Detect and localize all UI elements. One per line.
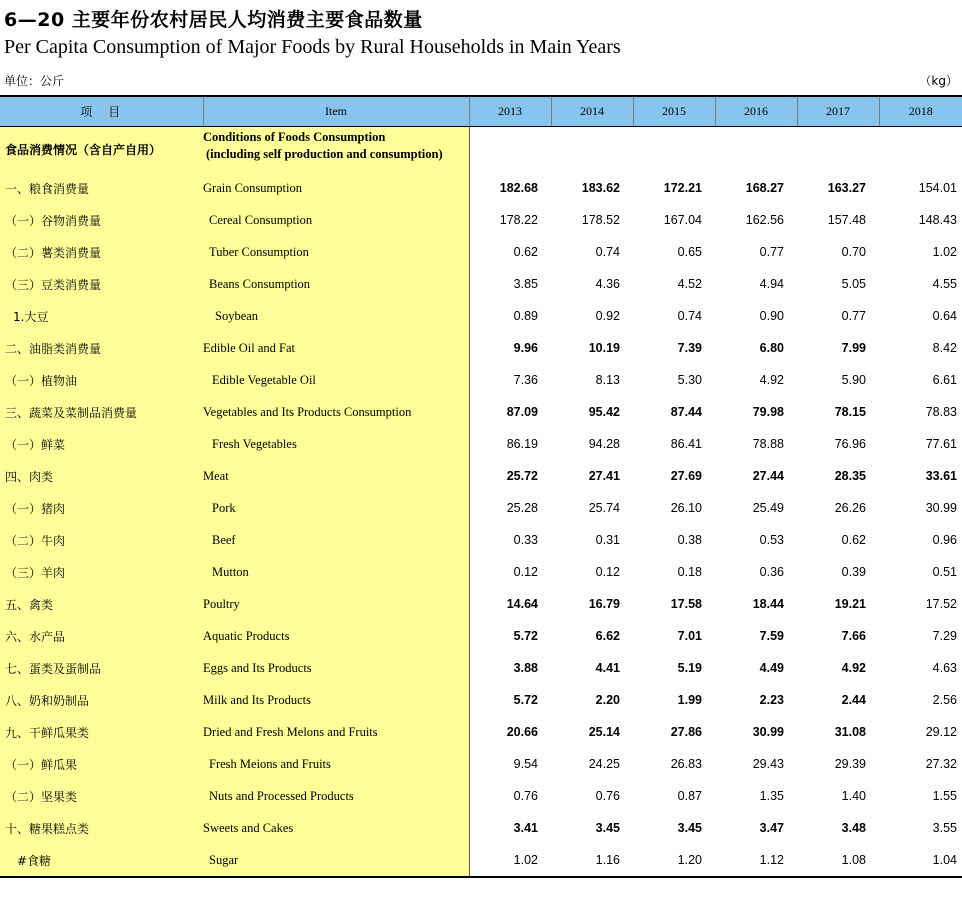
row-label-en: Nuts and Processed Products xyxy=(203,780,469,812)
value-cell: 0.77 xyxy=(759,245,784,259)
value-cell: 9.96 xyxy=(513,341,538,355)
value-cell: 3.45 xyxy=(595,821,620,835)
value-cell: 178.52 xyxy=(581,213,620,227)
value-cell: 4.41 xyxy=(595,661,620,675)
value-cell: 26.10 xyxy=(670,501,702,515)
value-cell: 78.15 xyxy=(834,405,866,419)
value-cell: 4.49 xyxy=(759,661,784,675)
row-label-cn: 九、干鲜瓜果类 xyxy=(0,716,203,748)
value-cell: 30.99 xyxy=(925,501,957,515)
value-cell: 94.28 xyxy=(588,437,620,451)
row-label-cn: （一）鲜瓜果 xyxy=(0,748,203,780)
row-label-cn: （一）猪肉 xyxy=(0,492,203,524)
table-row xyxy=(0,300,962,332)
value-cell: 4.63 xyxy=(932,661,957,675)
value-cell: 0.53 xyxy=(759,533,784,547)
table-row xyxy=(0,748,962,780)
value-cell: 8.13 xyxy=(595,373,620,387)
value-cell: 20.66 xyxy=(506,725,538,739)
value-cell: 17.58 xyxy=(670,597,702,611)
value-cell: 2.44 xyxy=(841,693,866,707)
value-cell: 29.12 xyxy=(925,725,957,739)
page-title-cn: 6—20 主要年份农村居民人均消费主要食品数量 xyxy=(4,9,423,31)
value-cell: 10.19 xyxy=(588,341,620,355)
value-cell: 0.92 xyxy=(595,309,620,323)
row-label-en: Cereal Consumption xyxy=(203,204,469,236)
row-label-cn: （二）牛肉 xyxy=(0,524,203,556)
row-label-cn: 八、奶和奶制品 xyxy=(0,684,203,716)
value-cell: 3.48 xyxy=(841,821,866,835)
value-cell: 2.56 xyxy=(932,693,957,707)
value-cell: 1.02 xyxy=(932,245,957,259)
value-cell: 1.35 xyxy=(759,789,784,803)
value-cell: 30.99 xyxy=(752,725,784,739)
row-label-cn: （二）坚果类 xyxy=(0,780,203,812)
row-label-cn: 一、粮食消费量 xyxy=(0,172,203,204)
table-row xyxy=(0,396,962,428)
value-cell: 0.76 xyxy=(595,789,620,803)
row-label-cn: （三）豆类消费量 xyxy=(0,268,203,300)
row-label-cn: #食糖 xyxy=(0,844,203,877)
table-row xyxy=(0,364,962,396)
value-cell: 1.55 xyxy=(932,789,957,803)
value-cell: 9.54 xyxy=(513,757,538,771)
value-cell: 3.55 xyxy=(932,821,957,835)
table-row xyxy=(0,236,962,268)
value-cell: 0.96 xyxy=(932,533,957,547)
value-cell: 0.39 xyxy=(841,565,866,579)
value-cell: 27.32 xyxy=(925,757,957,771)
value-cell: 4.52 xyxy=(677,277,702,291)
value-cell: 0.62 xyxy=(513,245,538,259)
value-cell: 0.36 xyxy=(759,565,784,579)
value-cell: 0.70 xyxy=(841,245,866,259)
group-header-en-line1: Conditions of Foods Consumption xyxy=(203,130,386,144)
value-cell: 27.41 xyxy=(588,469,620,483)
value-cell: 1.08 xyxy=(797,844,879,877)
value-cell: 0.87 xyxy=(677,789,702,803)
group-header-cn: 食品消费情况（含自产自用） xyxy=(0,127,203,173)
value-cell: 76.96 xyxy=(834,437,866,451)
value-cell: 3.88 xyxy=(513,661,538,675)
value-cell: 5.90 xyxy=(841,373,866,387)
value-cell: 7.36 xyxy=(513,373,538,387)
value-cell: 3.45 xyxy=(677,821,702,835)
value-cell: 7.66 xyxy=(841,629,866,643)
table-row xyxy=(0,204,962,236)
table-row xyxy=(0,780,962,812)
value-cell: 5.30 xyxy=(677,373,702,387)
row-label-en: Vegetables and Its Products Consumption xyxy=(203,396,469,428)
table-row xyxy=(0,556,962,588)
value-cell: 7.59 xyxy=(759,629,784,643)
row-label-cn: （一）谷物消费量 xyxy=(0,204,203,236)
group-header-en-line2: (including self production and consumption) xyxy=(206,147,443,161)
table-row xyxy=(0,460,962,492)
value-cell: 1.02 xyxy=(469,844,551,877)
header-year: 2014 xyxy=(551,96,633,127)
table-row xyxy=(0,812,962,844)
value-cell: 0.12 xyxy=(595,565,620,579)
table-row xyxy=(0,428,962,460)
header-year: 2015 xyxy=(633,96,715,127)
header-year: 2017 xyxy=(797,96,879,127)
value-cell: 4.92 xyxy=(841,661,866,675)
value-cell: 87.44 xyxy=(670,405,702,419)
row-label-en: Grain Consumption xyxy=(203,172,469,204)
value-cell: 1.20 xyxy=(633,844,715,877)
table-row xyxy=(0,588,962,620)
row-label-en: Sweets and Cakes xyxy=(203,812,469,844)
header-year: 2016 xyxy=(715,96,797,127)
value-cell: 25.49 xyxy=(752,501,784,515)
value-cell: 14.64 xyxy=(506,597,538,611)
value-cell: 163.27 xyxy=(827,181,866,195)
unit-label-en: （kg） xyxy=(919,74,958,88)
value-cell: 1.12 xyxy=(715,844,797,877)
value-cell: 0.33 xyxy=(513,533,538,547)
value-cell: 0.74 xyxy=(677,309,702,323)
value-cell: 25.28 xyxy=(506,501,538,515)
value-cell: 183.62 xyxy=(581,181,620,195)
value-cell: 6.62 xyxy=(595,629,620,643)
value-cell: 4.36 xyxy=(595,277,620,291)
table-row xyxy=(0,268,962,300)
value-cell: 3.85 xyxy=(513,277,538,291)
value-cell: 27.44 xyxy=(752,469,784,483)
value-cell: 7.01 xyxy=(677,629,702,643)
row-label-cn: 1.大豆 xyxy=(0,300,203,332)
value-cell: 172.21 xyxy=(663,181,702,195)
value-cell: 77.61 xyxy=(925,437,957,451)
value-cell: 25.14 xyxy=(588,725,620,739)
value-cell: 25.72 xyxy=(506,469,538,483)
row-label-cn: （一）鲜菜 xyxy=(0,428,203,460)
row-label-en: Fresh Vegetables xyxy=(203,428,469,460)
row-label-en: Edible Oil and Fat xyxy=(203,332,469,364)
group-header-en xyxy=(203,127,469,173)
value-cell: 24.25 xyxy=(588,757,620,771)
value-cell: 28.35 xyxy=(834,469,866,483)
table-row xyxy=(0,684,962,716)
value-cell: 78.83 xyxy=(925,405,957,419)
value-cell: 0.31 xyxy=(595,533,620,547)
value-cell: 1.40 xyxy=(841,789,866,803)
row-label-en: Tuber Consumption xyxy=(203,236,469,268)
unit-label-cn: 单位：公斤 xyxy=(4,74,65,88)
value-cell: 4.94 xyxy=(759,277,784,291)
row-label-cn: （三）羊肉 xyxy=(0,556,203,588)
value-cell: 0.65 xyxy=(677,245,702,259)
value-cell: 0.89 xyxy=(513,309,538,323)
row-label-en: Aquatic Products xyxy=(203,620,469,652)
row-label-en: Poultry xyxy=(203,588,469,620)
value-cell: 8.42 xyxy=(932,341,957,355)
row-label-en: Dried and Fresh Melons and Fruits xyxy=(203,716,469,748)
value-cell: 26.83 xyxy=(670,757,702,771)
value-cell: 3.47 xyxy=(759,821,784,835)
value-cell: 5.72 xyxy=(513,629,538,643)
value-cell: 4.92 xyxy=(759,373,784,387)
table-row xyxy=(0,332,962,364)
value-cell: 0.18 xyxy=(677,565,702,579)
row-label-en: Edible Vegetable Oil xyxy=(203,364,469,396)
value-cell: 7.99 xyxy=(841,341,866,355)
value-cell: 79.98 xyxy=(752,405,784,419)
group-header-row xyxy=(0,127,962,173)
header-xiangmu: 项 目 xyxy=(0,96,203,127)
value-cell: 148.43 xyxy=(918,213,957,227)
value-cell: 6.61 xyxy=(932,373,957,387)
value-cell: 87.09 xyxy=(506,405,538,419)
value-cell: 95.42 xyxy=(588,405,620,419)
value-cell: 0.38 xyxy=(677,533,702,547)
row-label-cn: （一）植物油 xyxy=(0,364,203,396)
value-cell: 0.51 xyxy=(932,565,957,579)
table-row xyxy=(0,620,962,652)
value-cell: 0.90 xyxy=(759,309,784,323)
value-cell: 86.19 xyxy=(506,437,538,451)
value-cell: 154.01 xyxy=(918,181,957,195)
value-cell: 182.68 xyxy=(499,181,538,195)
value-cell: 0.77 xyxy=(841,309,866,323)
table-row xyxy=(0,172,962,204)
value-cell: 18.44 xyxy=(752,597,784,611)
value-cell: 2.23 xyxy=(759,693,784,707)
value-cell: 168.27 xyxy=(745,181,784,195)
value-cell: 6.80 xyxy=(759,341,784,355)
row-label-cn: 二、油脂类消费量 xyxy=(0,332,203,364)
row-label-cn: 三、蔬菜及菜制品消费量 xyxy=(0,396,203,428)
header-year: 2013 xyxy=(469,96,551,127)
value-cell: 33.61 xyxy=(925,469,957,483)
page-title-en: Per Capita Consumption of Major Foods by Rural Households in Main Years xyxy=(4,36,621,58)
value-cell: 7.39 xyxy=(677,341,702,355)
row-label-en: Fresh Meions and Fruits xyxy=(203,748,469,780)
row-label-cn: （二）薯类消费量 xyxy=(0,236,203,268)
row-label-cn: 十、糖果糕点类 xyxy=(0,812,203,844)
value-cell: 5.72 xyxy=(513,693,538,707)
row-label-en: Sugar xyxy=(203,844,469,877)
value-cell: 2.20 xyxy=(595,693,620,707)
table-row xyxy=(0,492,962,524)
value-cell: 157.48 xyxy=(827,213,866,227)
value-cell: 5.05 xyxy=(841,277,866,291)
value-cell: 1.99 xyxy=(677,693,702,707)
row-label-en: Soybean xyxy=(203,300,469,332)
table-row xyxy=(0,844,962,877)
row-label-en: Meat xyxy=(203,460,469,492)
value-cell: 4.55 xyxy=(932,277,957,291)
value-cell: 0.62 xyxy=(841,533,866,547)
value-cell: 3.41 xyxy=(513,821,538,835)
value-cell: 16.79 xyxy=(588,597,620,611)
value-cell: 5.19 xyxy=(677,661,702,675)
row-label-en: Pork xyxy=(203,492,469,524)
value-cell: 178.22 xyxy=(499,213,538,227)
row-label-cn: 五、禽类 xyxy=(0,588,203,620)
value-cell: 29.43 xyxy=(752,757,784,771)
row-label-en: Mutton xyxy=(203,556,469,588)
value-cell: 29.39 xyxy=(834,757,866,771)
value-cell: 25.74 xyxy=(588,501,620,515)
value-cell: 0.76 xyxy=(513,789,538,803)
row-label-cn: 四、肉类 xyxy=(0,460,203,492)
food-consumption-table xyxy=(0,95,962,878)
value-cell: 19.21 xyxy=(834,597,866,611)
value-cell: 0.64 xyxy=(932,309,957,323)
row-label-en: Eggs and Its Products xyxy=(203,652,469,684)
table-row xyxy=(0,652,962,684)
value-cell: 0.12 xyxy=(513,565,538,579)
table-row xyxy=(0,524,962,556)
table-header-row xyxy=(0,96,962,127)
row-label-cn: 六、水产品 xyxy=(0,620,203,652)
value-cell: 27.86 xyxy=(670,725,702,739)
row-label-en: Beef xyxy=(203,524,469,556)
value-cell: 162.56 xyxy=(745,213,784,227)
value-cell: 31.08 xyxy=(834,725,866,739)
value-cell: 1.16 xyxy=(551,844,633,877)
value-cell: 26.26 xyxy=(834,501,866,515)
value-cell: 86.41 xyxy=(670,437,702,451)
value-cell: 7.29 xyxy=(932,629,957,643)
value-cell: 167.04 xyxy=(663,213,702,227)
header-item: Item xyxy=(203,96,469,127)
value-cell: 17.52 xyxy=(925,597,957,611)
row-label-en: Beans Consumption xyxy=(203,268,469,300)
row-label-cn: 七、蛋类及蛋制品 xyxy=(0,652,203,684)
header-year: 2018 xyxy=(879,96,962,127)
row-label-en: Milk and Its Products xyxy=(203,684,469,716)
value-cell: 1.04 xyxy=(879,844,962,877)
value-cell: 78.88 xyxy=(752,437,784,451)
value-cell: 0.74 xyxy=(595,245,620,259)
table-row xyxy=(0,716,962,748)
value-cell: 27.69 xyxy=(670,469,702,483)
